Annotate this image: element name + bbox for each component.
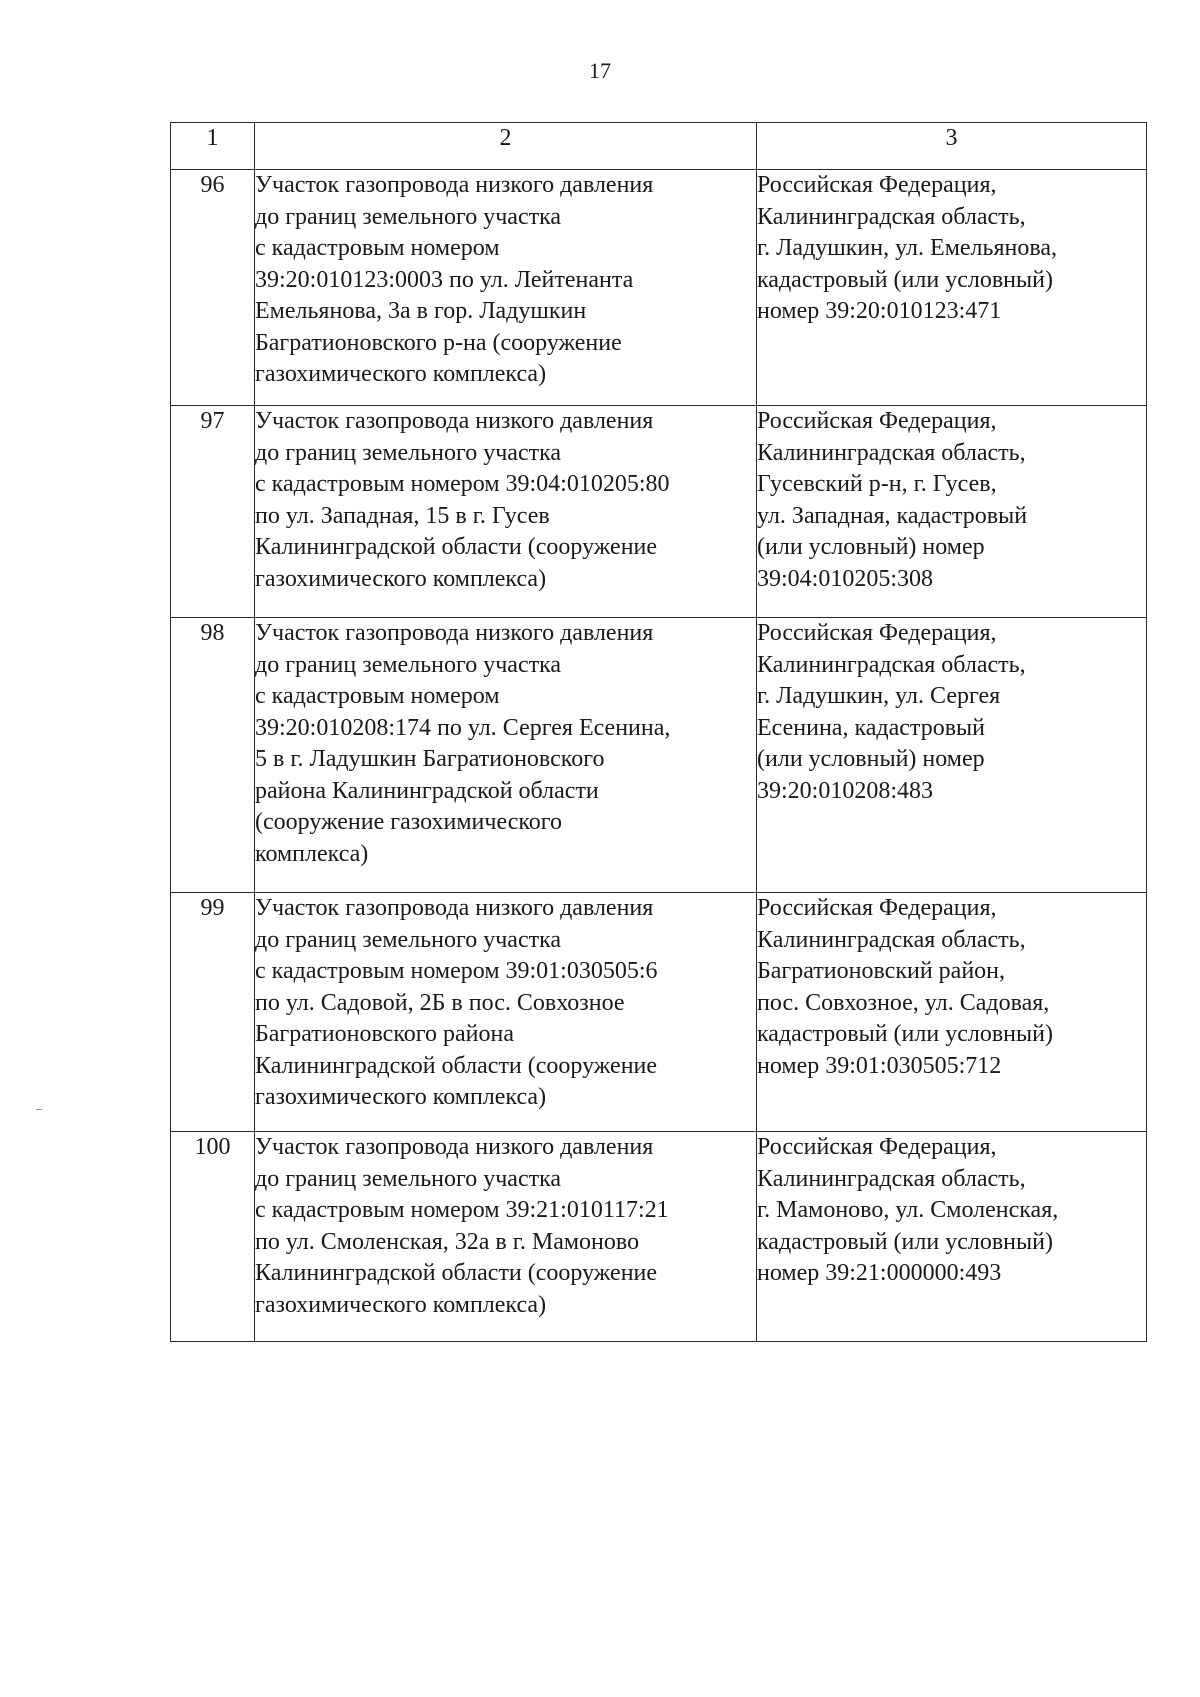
table-row xyxy=(171,618,1147,893)
location-address-line: пос. Совхозное, ул. Садовая, xyxy=(757,989,1050,1016)
location-address-line: номер 39:21:000000:493 xyxy=(757,1260,1002,1286)
object-description-line: с кадастровым номером 39:01:030505:6 xyxy=(255,958,658,984)
object-description-line: Емельянова, 3а в гор. Ладушкин xyxy=(255,298,587,324)
location-address-line: ул. Западная, кадастровый xyxy=(757,502,1028,529)
object-description-line: до границ земельного участка xyxy=(255,1165,562,1192)
object-description-line: 39:20:010208:174 по ул. Сергея Есенина, xyxy=(255,714,671,741)
location-address-line: г. Ладушкин, ул. Сергея xyxy=(757,683,1001,709)
row-number: 98 xyxy=(171,618,255,893)
table-header-row xyxy=(171,123,1147,170)
location-address xyxy=(757,618,1147,893)
registry-table xyxy=(170,122,1147,1342)
object-description-line: Багратионовского р-на (сооружение xyxy=(255,329,622,356)
object-description-line: (сооружение газохимического xyxy=(255,809,563,835)
object-description-line: до границ земельного участка xyxy=(255,651,562,678)
row-number: 100 xyxy=(171,1132,255,1342)
object-description-line: с кадастровым номером 39:21:010117:21 xyxy=(255,1197,669,1223)
location-address xyxy=(757,1132,1147,1342)
object-description xyxy=(255,1132,757,1342)
object-description-line: с кадастровым номером xyxy=(255,235,500,261)
object-description-line: Участок газопровода низкого давления xyxy=(255,172,654,198)
table-row xyxy=(171,406,1147,618)
location-address xyxy=(757,893,1147,1132)
location-address-line: г. Ладушкин, ул. Емельянова, xyxy=(757,235,1057,261)
location-address-line: Российская Федерация, xyxy=(757,1134,997,1160)
table-row xyxy=(171,893,1147,1132)
location-address-line: 39:04:010205:308 xyxy=(757,565,934,592)
column-header-object: 2 xyxy=(255,123,757,170)
object-description-line: до границ земельного участка xyxy=(255,203,562,230)
row-number: 96 xyxy=(171,170,255,406)
scan-mark xyxy=(36,1109,42,1110)
object-description-line: Участок газопровода низкого давления xyxy=(255,620,654,646)
location-address-line: номер 39:20:010123:471 xyxy=(757,298,1002,324)
object-description-line: до границ земельного участка xyxy=(255,926,562,953)
location-address-line: Российская Федерация, xyxy=(757,172,997,198)
location-address-line: (или условный) номер xyxy=(757,746,985,772)
location-address-line: г. Мамоново, ул. Смоленская, xyxy=(757,1197,1059,1223)
object-description-line: Багратионовского района xyxy=(255,1021,515,1047)
table-row xyxy=(171,170,1147,406)
row-number: 97 xyxy=(171,406,255,618)
location-address-line: Российская Федерация, xyxy=(757,895,997,921)
object-description xyxy=(255,170,757,406)
location-address-line: Калининградская область, xyxy=(757,1165,1026,1192)
object-description-line: газохимического комплекса) xyxy=(255,565,547,592)
location-address xyxy=(757,406,1147,618)
location-address xyxy=(757,170,1147,406)
object-description-line: по ул. Садовой, 2Б в пос. Совхозное xyxy=(255,989,625,1016)
object-description-line: газохимического комплекса) xyxy=(255,1291,547,1318)
object-description-line: Участок газопровода низкого давления xyxy=(255,1134,654,1160)
object-description-line: Участок газопровода низкого давления xyxy=(255,895,654,921)
location-address-line: (или условный) номер xyxy=(757,534,985,560)
object-description-line: по ул. Смоленская, 32а в г. Мамоново xyxy=(255,1228,640,1255)
object-description-line: Участок газопровода низкого давления xyxy=(255,408,654,434)
location-address-line: Гусевский р-н, г. Гусев, xyxy=(757,471,997,497)
object-description-line: по ул. Западная, 15 в г. Гусев xyxy=(255,502,550,529)
object-description-line: 39:20:010123:0003 по ул. Лейтенанта xyxy=(255,266,634,293)
location-address-line: номер 39:01:030505:712 xyxy=(757,1052,1002,1079)
location-address-line: Калининградская область, xyxy=(757,651,1026,678)
object-description-line: 5 в г. Ладушкин Багратионовского xyxy=(255,746,605,772)
location-address-line: кадастровый (или условный) xyxy=(757,1021,1053,1047)
object-description-line: с кадастровым номером 39:04:010205:80 xyxy=(255,471,670,497)
object-description xyxy=(255,893,757,1132)
object-description-line: комплекса) xyxy=(255,840,369,867)
object-description-line: Калининградской области (сооружение xyxy=(255,1052,658,1079)
location-address-line: Есенина, кадастровый xyxy=(757,714,985,741)
object-description-line: Калининградской области (сооружение xyxy=(255,534,658,560)
page-number: 17 xyxy=(589,58,611,83)
object-description xyxy=(255,406,757,618)
object-description-line: газохимического комплекса) xyxy=(255,1084,547,1110)
location-address-line: Российская Федерация, xyxy=(757,620,997,646)
column-header-number: 1 xyxy=(171,123,255,170)
object-description-line: района Калининградской области xyxy=(255,777,599,804)
table-body xyxy=(171,170,1147,1342)
location-address-line: кадастровый (или условный) xyxy=(757,266,1053,293)
location-address-line: 39:20:010208:483 xyxy=(757,777,934,804)
row-number: 99 xyxy=(171,893,255,1132)
object-description-line: до границ земельного участка xyxy=(255,439,562,466)
object-description-line: с кадастровым номером xyxy=(255,683,500,709)
column-header-address: 3 xyxy=(757,123,1147,170)
location-address-line: кадастровый (или условный) xyxy=(757,1228,1053,1255)
location-address-line: Калининградская область, xyxy=(757,203,1026,230)
table-row xyxy=(171,1132,1147,1342)
object-description-line: газохимического комплекса) xyxy=(255,361,547,387)
location-address-line: Российская Федерация, xyxy=(757,408,997,434)
object-description xyxy=(255,618,757,893)
object-description-line: Калининградской области (сооружение xyxy=(255,1260,658,1286)
location-address-line: Калининградская область, xyxy=(757,926,1026,953)
location-address-line: Багратионовский район, xyxy=(757,958,1006,984)
location-address-line: Калининградская область, xyxy=(757,439,1026,466)
